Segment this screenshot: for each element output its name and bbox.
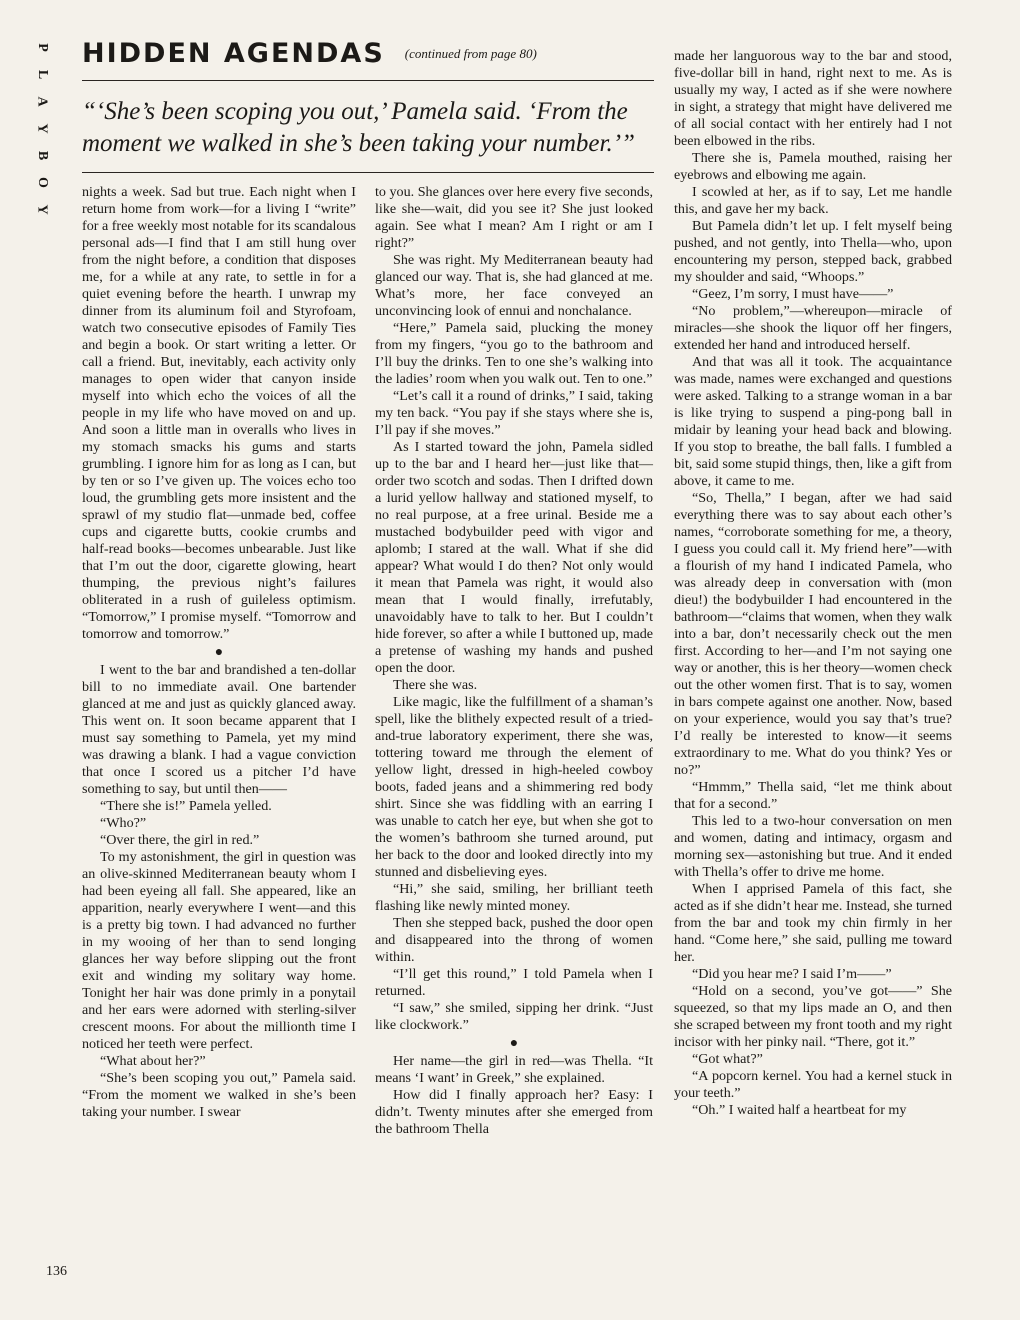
section-separator: ● [509,1036,519,1051]
paragraph: “There she is!” Pamela yelled. [100,798,272,814]
paragraph: “Here,” Pamela said, plucking the money from my fingers, “you go to the bathroom and I’ll buy the drinks. Ten to one she’s walking into the ladies’ room when you walk out. Ten to one.” [375,320,653,387]
paragraph: “I saw,” she smiled, sipping her drink. “Just like clockwork.” [375,1000,653,1033]
continued-note: (continued from page 80) [404,46,537,61]
paragraph: “Hold on a second, you’ve got——” She squeezed, so that my lips made an O, and then she scraped between my front tooth and my right incisor with her pinky nail. “There, got it.” [674,983,952,1050]
paragraph: To my astonishment, the girl in question was an olive-skinned Mediterranean beauty whom I had been eyeing all fall. She appeared, like an apparition, nearly everywhere I went—and this is a pretty big town. I had advanced no further in my wooing of her than to send longing glances her way before slipping out the front exit and winding my solitary way home. Tonight her hair was done primly in a ponytail and her ears were adorned with sterling-silver crescent moons. For about the millionth time I noticed her teeth were perfect. [82,849,356,1052]
magazine-name-vertical [34,40,50,218]
paragraph: “Geez, I’m sorry, I must have——” [692,286,894,302]
sidebar-letter: B [35,150,50,162]
paragraph: “Let’s call it a round of drinks,” I said, taking my ten back. “You pay if she stays where she is, I’ll pay if she moves.” [375,388,653,438]
paragraph: “I’ll get this round,” I told Pamela when I returned. [375,966,653,999]
paragraph: When I apprised Pamela of this fact, she acted as if she didn’t hear me. Instead, she turned from the bar and took my chin firmly in her hand. “Come here,” she said, pulling me toward her. [674,881,952,965]
paragraph: “Did you hear me? I said I’m——” [692,966,892,982]
page-number: 136 [46,1264,67,1279]
paragraph: This led to a two-hour conversation on men and women, dating and intimacy, orgasm and morning sex—astonishing but true. And it ended with Thella’s offer to drive me home. [674,813,952,880]
paragraph: “Who?” [100,815,147,831]
pull-quote-rule [82,172,654,173]
column-3 [674,48,952,1119]
paragraph: Like magic, like the fulfillment of a shaman’s spell, like the blithely expected result of a tried-and-true laboratory experiment, there she was, tottering toward me through the element of yellow light, dressed in high-heeled cowboy boots, faded jeans and a shimmering red body shirt. Since she was fiddling with an earring I was unable to catch her eye, but when she got to the women’s bathroom she turned around, put her back to the door and looked directly into my stunned and disbelieving eyes. [375,694,653,880]
paragraph: “So, Thella,” I began, after we had said everything there was to say about each other’s names, “corroborate something for me, a theory, I guess you could call it. My friend here”—with a flourish of my hand I indicated Pamela, who was already deep in conversation with (mon dieu!) the bodybuilder I had encountered in the bathroom—“claims that women, when they walk into a bar, don’t necessarily check out the men first. According to her—and I’m not saying one way or another, this is her theory—women check out the other women first. That is to say, women in bars compete against one another. Now, based on your experience, would you say that’s true? I’d really be interested to know—it seems extraordinary to me. What do you think? Yes or no?” [674,490,952,778]
article-header [82,38,652,72]
pull-quote: “‘She’s been scoping you out,’ Pamela said. ‘From the moment we walked in she’s been taking your number.’” [82,98,635,157]
paragraph: to you. She glances over here every five seconds, like she—wait, did you see it? She just looked again. See what I mean? Am I right or am I right?” [375,184,653,251]
paragraph: “A popcorn kernel. You had a kernel stuck in your teeth.” [674,1068,952,1101]
paragraph: And that was all it took. The acquaintance was made, names were exchanged and questions were asked. Talking to a strange woman in a bar is like trying to suspend a ping-pong ball in midair by leaning your head back and blowing. If you stop to breathe, the ball falls. I fumbled a bit, said some stupid things, then, like a gift from above, it came to me. [674,354,952,489]
column-2 [375,184,653,1138]
paragraph: “Oh.” I waited half a heartbeat for my [692,1102,907,1118]
paragraph: I went to the bar and brandished a ten-dollar bill to no immediate avail. One bartender glanced at me and just as quickly glanced away. This went on. It soon became apparent that I must say something to Pamela, yet my mind was drawing a blank. I had a vague conviction that once I scored us a pitcher I’d have something to say, but until then—— [82,662,356,797]
paragraph: Her name—the girl in red—was Thella. “It means ‘I want’ in Greek,” she explained. [375,1053,653,1086]
header-rule [82,80,654,81]
paragraph: “No problem,”—whereupon—miracle of miracles—she shook the liquor off her fingers, extended her hand and introduced herself. [674,303,952,353]
sidebar-letter: Y [35,123,50,135]
paragraph: nights a week. Sad but true. Each night when I return home from work—for a living I “write” for a free weekly most notable for its scandalous personal ads—I find that I am still hung over from the night before, a condition that disposes me, for a while at any rate, to settle in for a quiet evening before the hearth. I unwrap my dinner from its aluminum foil and Styrofoam, watch two consecutive episodes of Family Ties and begin a book. Or start writing a letter. Or call a friend. But, inevitably, each activity only manages to open wider that canyon inside myself into which echo the voices of all the people in my life who have moved on and up. And soon a little man in overalls who lives in my stomach smacks his gums and starts grumbling. I ignore him for as long as I can, but by ten or so I’ve given up. The voices echo too loud, the grumbling gets more insistent and the sprawl of my studio flat—unmade bed, coffee cups and cigarette butts, cookie crumbs and half-read books—becomes unbearable. Just like that I’m out the door, cigarette glowing, heart thumping, the previous night’s failures obliterated in a rush of guileless optimism. “Tomorrow,” I promise myself. “Tomorrow and tomorrow and tomorrow.” [82,184,356,642]
paragraph: As I started toward the john, Pamela sidled up to the bar and I heard her—just like that—order two scotch and sodas. Then I drifted down a lurid yellow hallway and stationed myself, to no real purpose, at a free urinal. Beside me a mustached bodybuilder peed with vigor and aplomb; I stared at the wall. What if she did appear? What would I do then? Not only would it mean that Pamela was right, it would also mean that I would finally, irrefutably, unavoidably have to talk to her. But I couldn’t hide forever, so after a while I buttoned up, made a pretense of washing my hands and pushed open the door. [375,439,653,676]
section-separator: ● [214,645,224,660]
paragraph: “Hmmm,” Thella said, “let me think about that for a second.” [674,779,952,812]
paragraph: There she is, Pamela mouthed, raising her eyebrows and elbowing me again. [674,150,952,183]
sidebar-letter: P [35,43,50,53]
paragraph: “Got what?” [692,1051,763,1067]
paragraph: “She’s been scoping you out,” Pamela said. “From the moment we walked in she’s been taking your number. I swear [82,1070,356,1120]
sidebar-letter: Y [35,204,50,216]
sidebar-letter: O [34,177,50,189]
paragraph: Then she stepped back, pushed the door open and disappeared into the throng of women within. [375,915,653,965]
paragraph: How did I finally approach her? Easy: I didn’t. Twenty minutes after she emerged from the bathroom Thella [375,1087,653,1137]
paragraph: But Pamela didn’t let up. I felt myself being pushed, and not gently, into Thella—who, upon encountering my person, stepped back, grabbed my shoulder and said, “Whoops.” [674,218,952,285]
paragraph: “Over there, the girl in red.” [100,832,260,848]
paragraph: There she was. [393,677,478,693]
article-title: HIDDEN AGENDAS [82,38,385,69]
paragraph: “What about her?” [100,1053,206,1069]
column-1 [82,184,356,1121]
paragraph: made her languorous way to the bar and stood, five-dollar bill in hand, right next to me. As is usually my way, I acted as if she were nowhere in sight, a strategy that might have delivered me of all social contact with her entirely had I not been elbowed in the ribs. [674,48,952,149]
paragraph: I scowled at her, as if to say, Let me handle this, and gave her my back. [674,184,952,217]
paragraph: She was right. My Mediterranean beauty had glanced our way. That is, she had glanced at me. What’s more, her face conveyed an unconvincing look of ennui and nonchalance. [375,252,653,319]
sidebar-letter: A [35,96,50,108]
sidebar-letter: L [35,69,50,81]
paragraph: “Hi,” she said, smiling, her brilliant teeth flashing like newly minted money. [375,881,653,914]
